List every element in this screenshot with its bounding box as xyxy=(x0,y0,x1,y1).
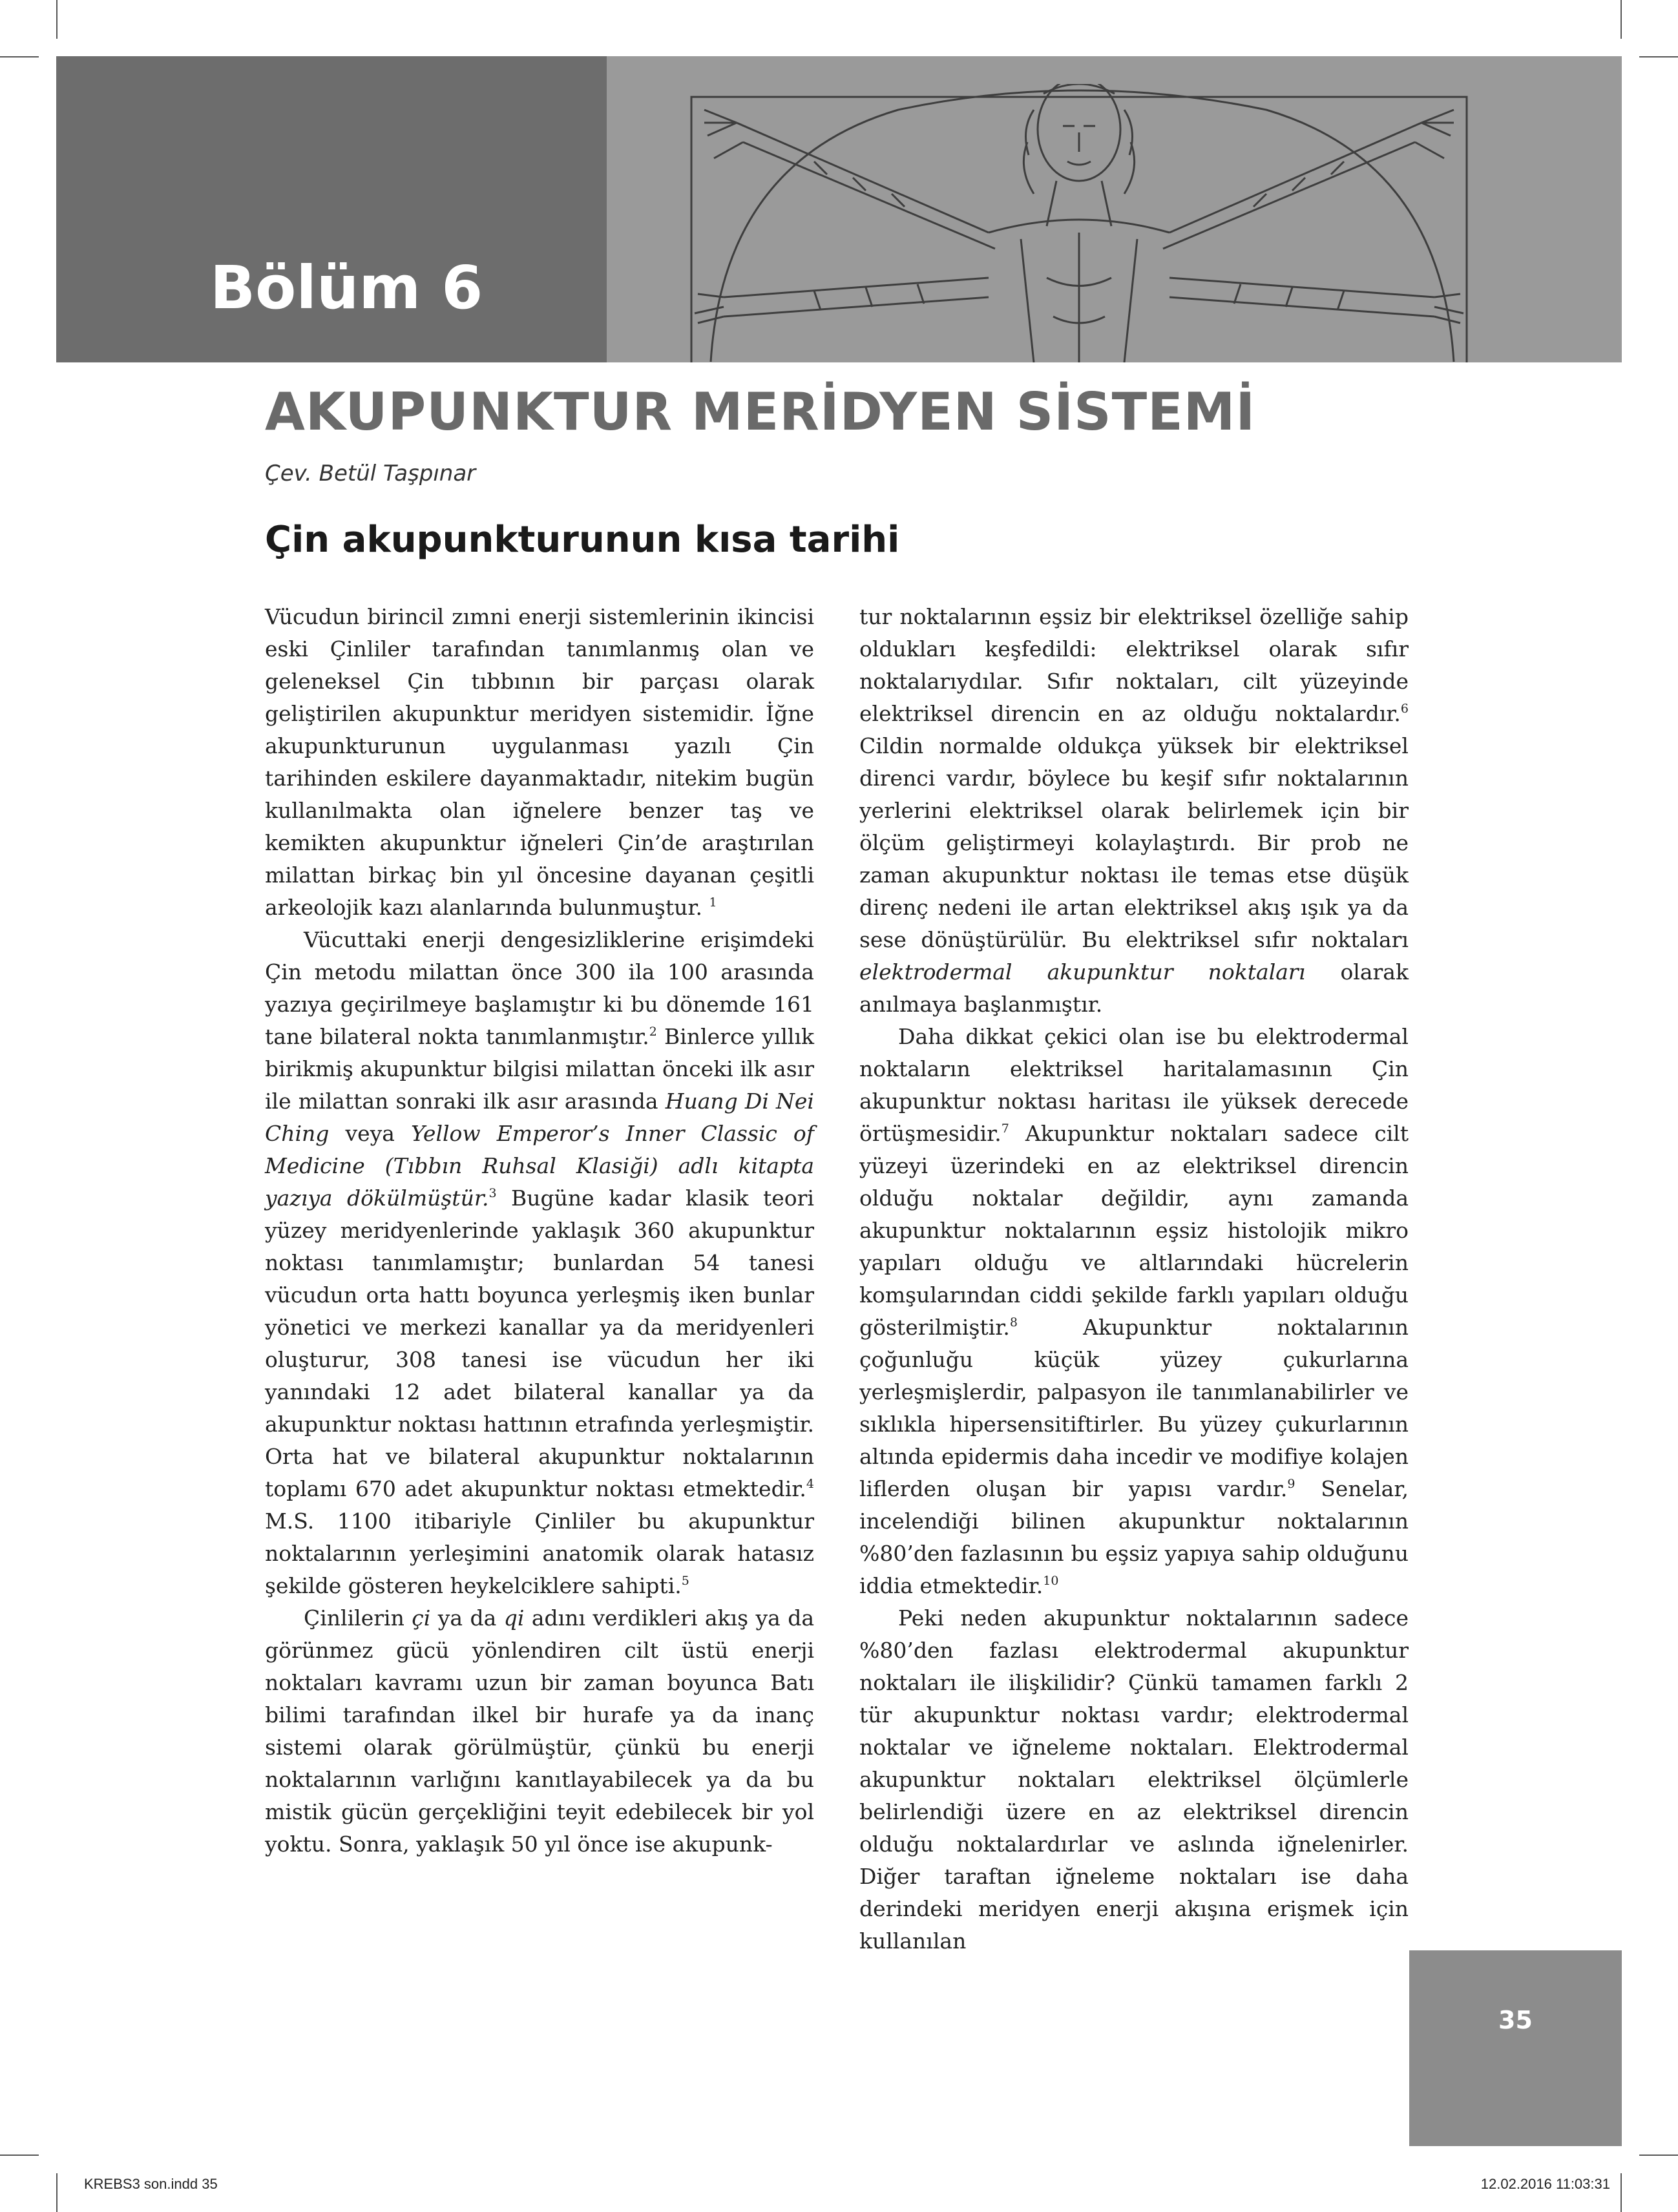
print-slug-datetime: 12.02.2016 11:03:31 xyxy=(1480,2176,1610,2192)
paragraph xyxy=(859,1021,1409,1602)
term: çi xyxy=(412,1605,431,1631)
paragraph xyxy=(265,1602,814,1861)
text-run: Bugüne kadar klasik teori yüzey meridyenlerinde yaklaşık 360 akupunktur noktası tanımlamıştır; bunlardan 54 tanesi vücudun orta hattı boyunca yerleşmiş iken bunlar yönetici ve merkezi kanallar ya da meridyenleri oluşturur, 308 tanesi ise vücudun her iki yanındaki 12 adet bilateral kanallar ya da akupunktur noktası hattının etrafında yerleşmiştir. Orta hat ve bilateral akupunktur noktalarının toplamı 670 adet akupunktur noktası etmektedir. xyxy=(265,1185,814,1501)
footnote-ref: 1 xyxy=(709,895,717,910)
footnote-ref: 7 xyxy=(1001,1122,1009,1136)
vitruvian-man-illustration xyxy=(685,84,1473,362)
footnote-ref: 5 xyxy=(681,1574,689,1588)
crop-mark xyxy=(1620,2173,1622,2212)
crop-mark xyxy=(1639,2155,1678,2156)
term: qi xyxy=(503,1605,525,1631)
text-run: Peki neden akupunktur noktalarının sadece %80’den fazlası elektrodermal akupunktur noktaları ile ilişkilidir? Çünkü tamamen farklı 2 tür akupunktur noktası vardır; elektrodermal noktalar ve iğneleme noktaları. Elektrodermal akupunktur noktaları elektriksel ölçümlerle belirlendiği üzere en az elektriksel direncin olduğu noktalardırlar ve aslında iğnelenirler. Diğer taraftan iğneleme noktaları ise daha derindeki meridyen enerji akışına erişmek için kullanılan xyxy=(859,1605,1409,1954)
chapter-label: Bölüm 6 xyxy=(210,253,483,322)
text-run: Akupunktur noktaları sadece cilt yüzeyi üzerindeki en az elektriksel direncin olduğu noktalar değildir, aynı zamanda akupunktur noktalarının eşsiz histolojik mikro yapıları olduğu ve altlarındaki hücrelerin komşularından ciddi şekilde farklı yapıları olduğu gösterilmiştir. xyxy=(859,1121,1409,1340)
crop-mark xyxy=(56,0,58,39)
footnote-ref: 9 xyxy=(1287,1477,1295,1491)
text-run: Senelar, incelendiği bilinen akupunktur noktalarının %80’den fazlasının bu eşsiz yapıya sahip olduğunu iddia etmektedir. xyxy=(859,1476,1409,1598)
text-run: ya da xyxy=(430,1605,504,1631)
translator-credit: Çev. Betül Taşpınar xyxy=(265,461,476,486)
text-run: Vücudun birincil zımni enerji sistemlerinin ikincisi eski Çinliler tarafından tanımlanmış olan ve geleneksel Çin tıbbının bir parçası olarak geliştirilen akupunktur meridyen sistemidir. İğne akupunkturunun uygulanması yazılı Çin tarihinden eskilere dayanmaktadır, nitekim bugün kullanılmakta olan iğnelere benzer taş ve kemikten akupunktur iğneleri Çin’de araştırılan milattan birkaç bin yıl öncesine dayanan çeşitli arkeolojik kazı alanlarında bulunmuştur. xyxy=(265,604,814,920)
paragraph xyxy=(859,601,1409,1021)
text-run: Vücuttaki enerji dengesizliklerine erişimdeki Çin metodu milattan önce 300 ila 100 arasında yazıya geçirilmeye başlamıştır ki bu dönemde 161 tane bilateral nokta tanımlanmıştır. xyxy=(265,927,814,1049)
text-run: M.S. 1100 itibariyle Çinliler bu akupunktur noktalarının yerleşimini anatomik olarak hatasız şekilde gösteren heykelciklere sahipti. xyxy=(265,1508,814,1598)
section-heading: Çin akupunkturunun kısa tarihi xyxy=(265,519,900,561)
text-run: Akupunktur noktalarının çoğunluğu küçük yüzey çukurlarına yerleşmişlerdir, palpasyon ile tanımlanabilirler ve sıklıkla hipersensitiftirler. Bu yüzey çukurlarının altında epidermis daha incedir ve modifiye kolajen liflerden oluşan bir yapısı vardır. xyxy=(859,1315,1409,1501)
footnote-ref: 10 xyxy=(1043,1574,1059,1588)
paragraph xyxy=(859,1602,1409,1957)
left-text-column xyxy=(265,601,814,1861)
text-run: Daha dikkat çekici olan ise bu elektrodermal noktaların elektriksel haritalamasının Çin akupunktur noktası haritası ile yüksek derecede örtüşmesidir. xyxy=(859,1024,1409,1146)
footnote-ref: 8 xyxy=(1009,1315,1018,1330)
book-title: Yellow Emperor’s Inner Classic of Medicine (Tıbbın Ruhsal Klasiği) adlı kitapta yazıya dökülmüştür. xyxy=(265,1121,814,1211)
footnote-ref: 4 xyxy=(806,1477,814,1491)
crop-mark xyxy=(0,56,39,57)
footnote-ref: 6 xyxy=(1400,702,1409,716)
text-run: olarak anılmaya başlanmıştır. xyxy=(859,959,1409,1017)
crop-mark xyxy=(1639,56,1678,57)
text-run: Çinlilerin xyxy=(304,1605,412,1631)
text-run: Cildin normalde oldukça yüksek bir elektriksel direnci vardır, böylece bu keşif sıfır noktalarının yerlerini elektriksel olarak belirlemek için bir ölçüm geliştirmeyi kolaylaştırdı. Bir prob ne zaman akupunktur noktası ile temas etse düşük direnç nedeni ile artan elektriksel akış ışık ya da sese dönüştürülür. Bu elektriksel sıfır noktaları xyxy=(859,733,1409,952)
text-run: Binlerce yıllık birikmiş akupunktur bilgisi milattan önceki ilk asır ile milattan sonraki ilk asır arasında xyxy=(265,1024,814,1114)
text-run: adını verdikleri akış ya da görünmez gücü yönlendiren cilt üstü enerji noktaları kavramı uzun bir zaman boyunca Batı bilimi tarafından ilkel bir hurafe ya da inanç sistemi olarak görülmüştür, çünkü bu enerji noktalarının varlığını kanıtlayabilecek ya da bu mistik gücün gerçekliğini teyit edebilecek bir yol yoktu. Sonra, yaklaşık 50 yıl önce ise akupunk- xyxy=(265,1605,815,1857)
footnote-ref: 2 xyxy=(649,1025,657,1039)
text-run: veya xyxy=(329,1121,411,1146)
book-title: Huang Di Nei Ching xyxy=(265,1089,814,1146)
footnote-ref: 3 xyxy=(488,1186,497,1200)
page-number: 35 xyxy=(1498,2006,1533,2034)
crop-mark xyxy=(1620,0,1622,39)
right-text-column xyxy=(859,601,1409,1957)
term: elektrodermal akupunktur noktaları xyxy=(859,959,1306,985)
crop-mark xyxy=(0,2155,39,2156)
crop-mark xyxy=(56,2173,58,2212)
paragraph xyxy=(265,924,814,1602)
print-slug-file: KREBS3 son.indd 35 xyxy=(84,2176,218,2192)
page-number-box xyxy=(1409,1950,1622,2146)
paragraph xyxy=(265,601,814,924)
page-title: AKUPUNKTUR MERİDYEN SİSTEMİ xyxy=(265,382,1256,442)
text-run: tur noktalarının eşsiz bir elektriksel özelliğe sahip oldukları keşfedildi: elektriksel olarak sıfır noktalarıydılar. Sıfır noktaları, cilt yüzeyinde elektriksel direncin en az olduğu noktalardır. xyxy=(859,604,1409,726)
